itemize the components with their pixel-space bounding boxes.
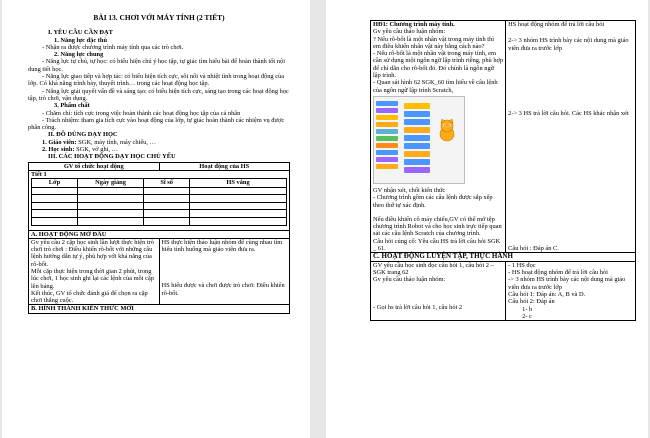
student-activity-cell xyxy=(506,21,636,253)
teacher-label: 1. Giáo viên: xyxy=(42,138,77,146)
teacher-activity-cell xyxy=(29,238,160,305)
table-header-student: Hoạt động của HS xyxy=(159,162,290,170)
teacher-instruction: - Chương trình gồm các câu lệnh được sắp xếp theo thứ tự xác định. xyxy=(373,194,493,209)
document-page-left xyxy=(2,0,310,438)
table-row xyxy=(32,210,287,218)
attendance-header: Ngày giảng xyxy=(77,179,143,187)
student-response: HS hiểu được và chơi được trò chơi: Điều khiển rô-bốt. xyxy=(161,282,285,297)
student-response: -> 3 nhóm HS trình bày các nội dung mà giáo viên đưa ra trước lớp xyxy=(508,276,626,291)
section-heading-materials: II. ĐỒ DÙNG DẠY HỌC xyxy=(48,131,118,139)
attendance-header: Lớp xyxy=(32,179,78,187)
attendance-table xyxy=(31,178,287,225)
student-activity-cell xyxy=(159,238,290,305)
teacher-instruction: GV nhận xét, chốt kiến thức xyxy=(373,186,446,194)
paragraph: - Năng lực giải quyết vấn đề và sáng tạo: có biểu hiện tích cực, sáng tạo trong các hoạt động học tập, trò chơi, vận dụng. xyxy=(28,87,289,102)
teacher-instruction: - Gọi hs trả lời câu hỏi 1, câu hỏi 2 xyxy=(373,303,463,311)
teacher-question: ? Nếu rô-bốt là một nhân vật trong máy tính thì em điều khiển nhân vật này bằng cách nào? xyxy=(373,35,495,50)
paragraph: - Năng lực tự chủ, tự học: có biểu hiện chú ý học tập, tự giác tìm hiểu bài để hoàn thành tốt nội dung tiết học. xyxy=(28,58,285,73)
attendance-header: Sĩ số xyxy=(144,179,190,187)
table-row xyxy=(32,217,287,225)
scratch-cat-icon xyxy=(436,119,458,143)
student-response: Câu hỏi : Đáp án C. xyxy=(508,245,559,253)
teacher-instruction: Gv yêu cầu thảo luận nhóm: xyxy=(373,276,446,284)
paragraph: - Chăm chỉ: tích cực trong việc hoàn thành các hoạt động học tập của cá nhân xyxy=(42,109,241,117)
teacher-instruction: - Nếu rô-bốt là một nhân vật trong máy tính, em cần sử dụng một ngôn ngữ lập trình riêng, phù hợp để chỉ dẫn cho rô-bốt đó. Đó chính là ngôn ngữ lập trình. xyxy=(373,50,504,80)
answer-item: 2- c xyxy=(522,312,532,320)
paragraph-teacher-materials xyxy=(28,139,290,146)
student-response: 2-> 3 nhóm HS trình bày các nội dung mà giáo viên đưa ra trước lớp xyxy=(508,37,629,52)
teacher-instruction: Nếu điều khiển cô máy chiếu,GV có thể mở tệp chương trình Robot và cho học sinh trực tiếp quan sát các câu lệnh Scratch của chương trình. xyxy=(373,215,502,238)
subheading-qualities: 3. Phẩm chất xyxy=(54,102,90,110)
section-row-practice: C. HOẠT ĐỘNG LUYỆN TẬP, THỰC HÀNH xyxy=(371,253,636,261)
student-response: 2-> 3 HS trả lời câu hỏi. Các HS khác nhận xét xyxy=(508,109,629,117)
table-row xyxy=(32,202,287,210)
section-heading-activities: III. CÁC HOẠT ĐỘNG DẠY HỌC CHỦ YẾU xyxy=(48,153,176,161)
period-label: Tiết 1 xyxy=(31,170,47,178)
lesson-plan-table-continued xyxy=(370,20,636,321)
student-activity-cell xyxy=(506,261,636,320)
page-left-content xyxy=(28,14,290,314)
student-response: HS hoạt động nhóm để trả lời câu hỏi xyxy=(508,21,605,28)
scratch-program-figure xyxy=(373,96,465,184)
teacher-instruction: Kết thúc, GV tổ chức đánh giá để chọn ra cặp chơi thắng cuộc. xyxy=(31,289,148,305)
table-row xyxy=(32,195,287,203)
teacher-activity-cell xyxy=(371,21,506,253)
attendance-header: HS vắng xyxy=(190,179,287,187)
lesson-title: BÀI 13. CHƠI VỚI MÁY TÍNH (2 TIẾT) xyxy=(93,13,225,22)
table-row xyxy=(32,187,287,195)
paragraph: - Nhận ra được chương trình máy tính qua các trò chơi. xyxy=(42,43,184,51)
block-palette xyxy=(376,101,398,171)
teacher-activity-cell xyxy=(371,261,506,320)
paragraph: - Năng lực giao tiếp và hợp tác: có biểu hiện tích cực, sôi nổi và nhiệt tình trong hoạt động của lớp. Có khả năng trình bày, thuyết trình… trong các hoạt động học tập. xyxy=(28,73,285,88)
code-block-stack xyxy=(404,103,430,175)
teacher-instruction: - Quan sát hình 62 SGK_60 tìm hiểu về câu lệnh của ngôn ngữ lập trình Scratch, xyxy=(373,79,498,94)
section-row-opening: A. HOẠT ĐỘNG MỞ ĐẦU xyxy=(29,230,290,238)
teacher-instruction: Mỗi cặp thực hiện trong thời gian 2 phút, trong lúc chơi, 1 học sinh ghi lại các lệnh của mỗi cặp lên bảng. xyxy=(31,267,154,290)
student-response: - HS hoạt động nhóm để trả lời câu hỏi xyxy=(508,269,608,277)
table-header-teacher: GV tổ chức hoạt động xyxy=(29,162,160,170)
subheading-specific-competence: 1. Năng lực đặc thù xyxy=(54,36,108,44)
student-label: 2. Học sinh: xyxy=(42,146,75,154)
teacher-instruction: Câu hỏi củng cố: Yêu cầu HS trả lời câu hỏi SGK _ 61. xyxy=(373,237,501,253)
student-response: HS thực hiện thảo luận nhóm để cùng nhau tìm hiểu tình huống mà giáo viên đưa ra. xyxy=(161,238,283,254)
page-right-content xyxy=(370,20,636,321)
student-response: - 1 HS đọc xyxy=(508,261,536,269)
student-materials: SGK, vở ghi, … xyxy=(74,146,119,154)
paragraph: - Trách nhiệm: tham gia tích cực vào hoạt động của lớp, tự giác hoàn thành các nhiệm vụ được phân công. xyxy=(28,116,285,132)
answer-item: 1- b xyxy=(522,305,533,313)
lesson-plan-table xyxy=(28,162,290,314)
teacher-instruction: GV yêu cầu học sinh đọc câu hỏi 1, câu hỏi 2 – SGK trang 62 xyxy=(373,261,494,277)
subheading-general-competence: 2. Năng lực chung xyxy=(54,51,104,59)
section-heading-requirements: I. YÊU CẦU CẦN ĐẠT xyxy=(48,29,113,37)
section-row-new-knowledge: B. HÌNH THÀNH KIẾN THỨC MỚI xyxy=(29,305,290,313)
student-response: Câu hỏi 2: Đáp án xyxy=(508,298,555,306)
teacher-materials: SGK, máy tính, máy chiếu, … xyxy=(76,138,156,146)
teacher-instruction: Gv yêu cầu thảo luận nhóm: xyxy=(373,28,446,36)
student-response: Câu hỏi 1: Đáp án: A, B và D. xyxy=(508,290,586,298)
teacher-instruction: Gv yêu cầu 2 cặp học sinh lần lượt thực hiện trò chơi trò chơi : Điều khiển rô-bốt với những câu lệnh hướng dẫn tự ý, phù hợp với khả năng của rô-bốt. xyxy=(31,238,154,268)
attendance-cell xyxy=(29,170,290,230)
document-page-right xyxy=(326,0,648,438)
activity-heading: HĐ1: Chương trình máy tính. xyxy=(373,21,455,28)
